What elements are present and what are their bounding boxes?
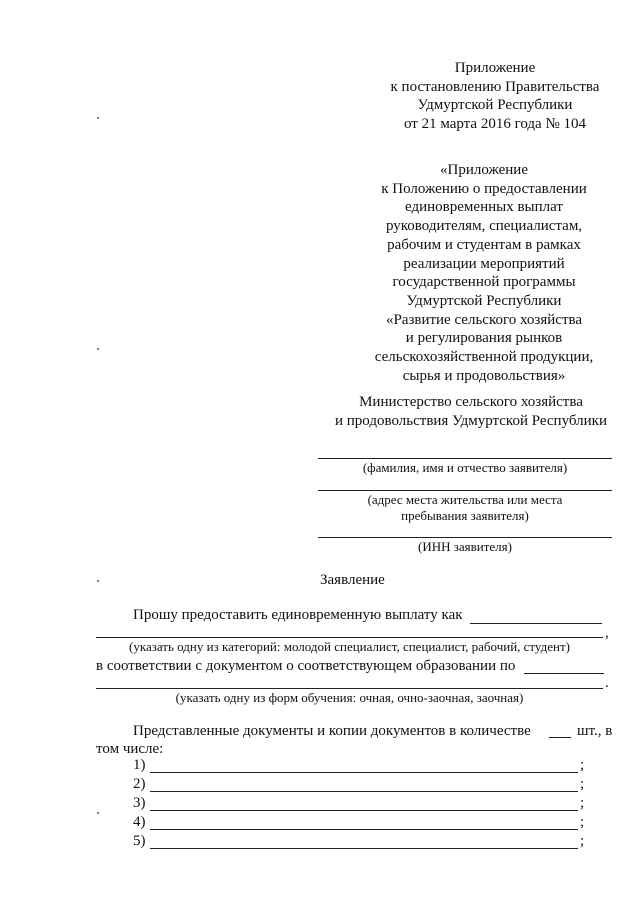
category-blank-2[interactable] <box>96 637 603 638</box>
doc-item-number: 5) <box>133 833 146 849</box>
study-blank-2[interactable] <box>96 688 603 689</box>
doc-item-end: ; <box>580 795 585 811</box>
doc-item-line[interactable] <box>150 848 578 849</box>
appendix-line: «Развитие сельского хозяйства <box>385 311 583 328</box>
appendix-line: и регулирования рынков <box>405 330 563 347</box>
appendix-line: государственной программы <box>392 274 576 291</box>
form-title: Заявление <box>320 572 385 588</box>
doc-item-number: 2) <box>133 776 146 792</box>
documents-text-3: том числе: <box>96 741 164 757</box>
header-line: Удмуртской Республики <box>417 97 573 114</box>
appendix-line: реализации мероприятий <box>403 255 565 272</box>
doc-item-end: ; <box>580 833 585 849</box>
scan-speck <box>97 580 99 582</box>
appendix-line: руководителям, специалистам, <box>385 218 583 235</box>
category-comma: , <box>605 625 609 641</box>
category-caption: (указать одну из категорий: молодой специалист, специалист, рабочий, студент) <box>129 639 570 654</box>
category-blank-1[interactable] <box>470 623 602 624</box>
doc-item-number: 1) <box>133 757 146 773</box>
scan-speck <box>97 348 99 350</box>
appendix-block <box>346 161 622 385</box>
documents-text-1: Представленные документы и копии документов в количестве <box>133 723 531 739</box>
appendix-line: к Положению о предоставлении <box>381 180 587 197</box>
accordance-text: в соответствии с документом о соответствующем образовании по <box>96 658 516 674</box>
appendix-line: сырья и продовольствия» <box>402 367 566 384</box>
address-field-line[interactable] <box>318 490 612 491</box>
header-line: к постановлению Правительства <box>390 78 600 95</box>
doc-item-line[interactable] <box>150 829 578 830</box>
address-caption-2: пребывания заявителя) <box>401 508 529 523</box>
scan-speck <box>97 812 99 814</box>
name-field-line[interactable] <box>318 458 612 459</box>
name-caption: (фамилия, имя и отчество заявителя) <box>362 460 568 475</box>
documents-count-blank[interactable] <box>549 737 571 738</box>
doc-item-line[interactable] <box>150 772 578 773</box>
study-blank-1[interactable] <box>524 673 604 674</box>
appendix-line: Удмуртской Республики <box>406 292 562 309</box>
header-line: от 21 марта 2016 года № 104 <box>403 116 587 133</box>
header-block <box>360 59 630 134</box>
inn-field-line[interactable] <box>318 537 612 538</box>
doc-item-line[interactable] <box>150 791 578 792</box>
appendix-line: единовременных выплат <box>405 199 563 216</box>
doc-item-end: ; <box>580 757 585 773</box>
doc-item-line[interactable] <box>150 810 578 811</box>
appendix-line: рабочим и студентам в рамках <box>387 236 581 253</box>
appendix-line: «Приложение <box>439 162 528 178</box>
addressee-line: Министерство сельского хозяйства <box>359 394 583 410</box>
study-period: . <box>605 675 609 691</box>
doc-item-number: 4) <box>133 814 146 830</box>
doc-item-number: 3) <box>133 795 146 811</box>
address-caption-1: (адрес места жительства или места <box>367 492 563 507</box>
doc-item-end: ; <box>580 814 585 830</box>
appendix-line: сельскохозяйственной продукции, <box>374 349 594 366</box>
scan-speck <box>97 117 99 119</box>
documents-text-2: шт., в <box>577 723 613 739</box>
header-line: Приложение <box>454 60 536 76</box>
addressee-block <box>314 393 628 430</box>
addressee-line: и продовольствия Удмуртской Республики <box>335 412 607 429</box>
doc-item-end: ; <box>580 776 585 792</box>
request-text: Прошу предоставить единовременную выплату как <box>133 607 463 623</box>
inn-caption: (ИНН заявителя) <box>418 539 512 554</box>
study-caption: (указать одну из форм обучения: очная, очно-заочная, заочная) <box>175 690 524 705</box>
